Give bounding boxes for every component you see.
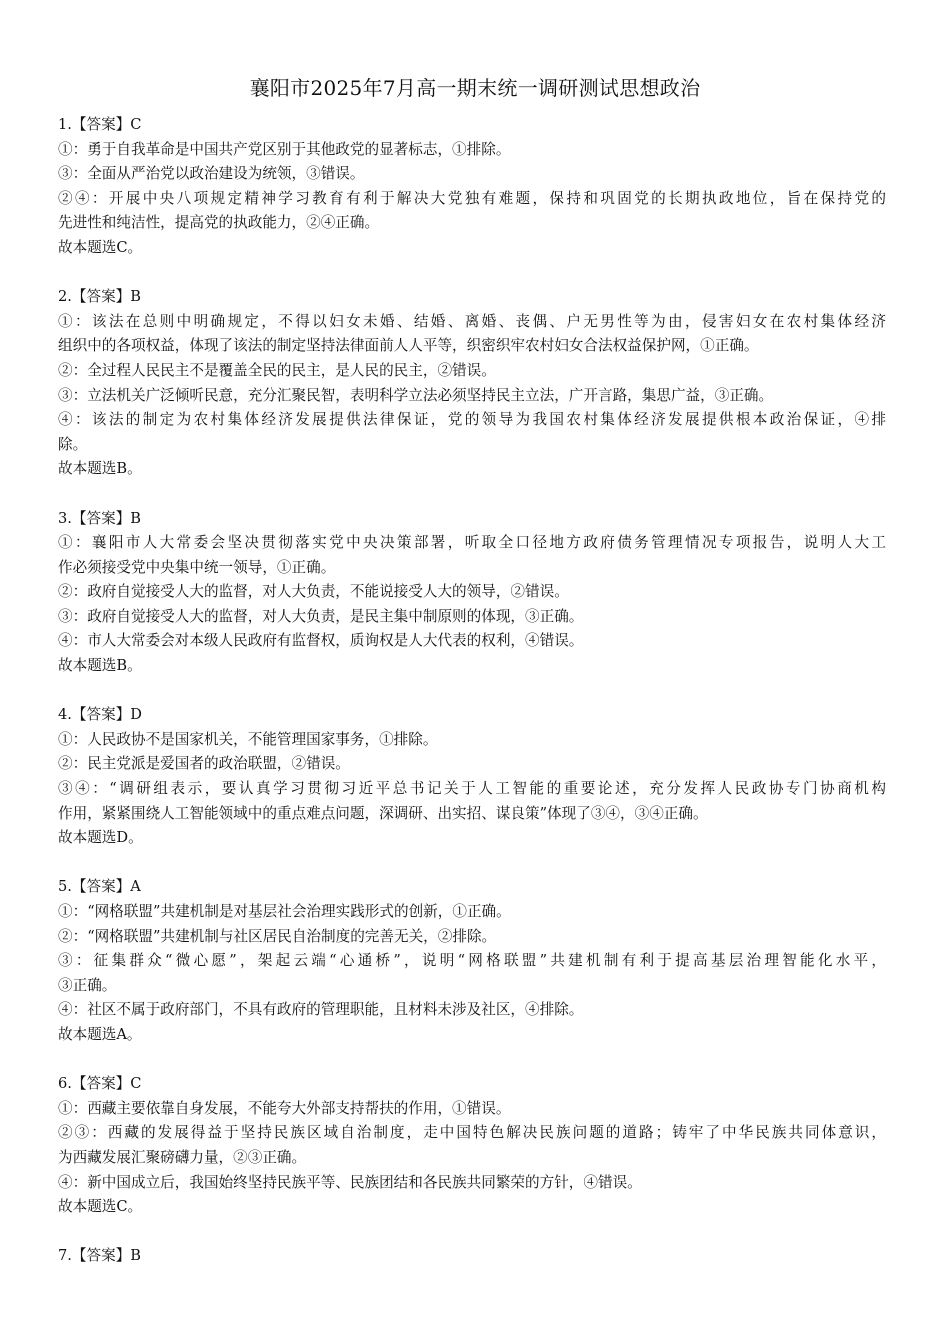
explanation-line: ②：民主党派是爱国者的政治联盟，②错误。 [58, 755, 350, 773]
explanation-line: ④：社区不属于政府部门，不具有政府的管理职能，且材料未涉及社区，④排除。 [58, 1001, 584, 1019]
explanation-line: 作用，紧紧围绕人工智能领域中的重点难点问题，深调研、出实招、谋良策”体现了③④，③④正确。 [58, 804, 708, 822]
question-answer-heading: 4.【答案】D [58, 706, 142, 724]
explanation-line: ④：市人大常委会对本级人民政府有监督权，质询权是人大代表的权利，④错误。 [58, 632, 584, 650]
question-answer-heading: 7.【答案】B [58, 1247, 142, 1265]
question-block [58, 703, 886, 851]
explanation-line: ②：全过程人民民主不是覆盖全民的民主，是人民的民主，②错误。 [58, 361, 496, 379]
question-block [58, 113, 886, 261]
explanation-line: ①：勇于自我革命是中国共产党区别于其他政党的显著标志，①排除。 [58, 140, 511, 158]
question-block [58, 1244, 886, 1269]
explanation-line: ③④：“调研组表示，要认真学习贯彻习近平总书记关于人工智能的重要论述，充分发挥人民政协专门协商机构 [58, 780, 886, 798]
question-block [58, 507, 886, 679]
explanation-line: ①：人民政协不是国家机关，不能管理国家事务，①排除。 [58, 730, 438, 748]
explanation-line: ③：全面从严治党以政治建设为统领，③错误。 [58, 165, 365, 183]
question-answer-heading: 5.【答案】A [58, 878, 141, 896]
question-block [58, 875, 886, 1047]
paragraph-gap [58, 1220, 886, 1245]
explanation-line: ③正确。 [58, 976, 117, 994]
paragraph-gap [58, 261, 886, 286]
explanation-line: 故本题选D。 [58, 829, 143, 847]
explanation-line: ②④：开展中央八项规定精神学习教育有利于解决大党独有难题，保持和巩固党的长期执政地位，旨在保持党的 [58, 189, 886, 207]
paragraph-gap [58, 679, 886, 704]
answer-content [58, 113, 886, 1269]
explanation-line: 作必须接受党中央集中统一领导，①正确。 [58, 558, 336, 576]
paragraph-gap [58, 482, 886, 507]
explanation-line: ②③：西藏的发展得益于坚持民族区域自治制度，走中国特色解决民族问题的道路；铸牢了中华民族共同体意识， [58, 1124, 886, 1142]
explanation-line: 为西藏发展汇聚磅礴力量，②③正确。 [58, 1148, 307, 1166]
explanation-line: ④：新中国成立后，我国始终坚持民族平等、民族团结和各民族共同繁荣的方针，④错误。 [58, 1173, 642, 1191]
explanation-line: 故本题选B。 [58, 657, 142, 675]
page-title: 襄阳市2025年7月高一期末统一调研测试思想政治 [249, 76, 701, 100]
explanation-line: 除。 [58, 435, 88, 453]
explanation-line: ①：该法在总则中明确规定，不得以妇女未婚、结婚、离婚、丧偶、户无男性等为由，侵害妇女在农村集体经济 [58, 312, 886, 330]
explanation-line: 故本题选A。 [58, 1025, 142, 1043]
explanation-line: ③：立法机关广泛倾听民意，充分汇聚民智，表明科学立法必须坚持民主立法，广开言路，集思广益，③正确。 [58, 386, 774, 404]
explanation-line: ①：“网格联盟”共建机制是对基层社会治理实践形式的创新，①正确。 [58, 903, 511, 920]
paragraph-gap [58, 851, 886, 876]
explanation-line: 故本题选C。 [58, 1198, 143, 1216]
explanation-line: 故本题选B。 [58, 460, 142, 478]
explanation-line: ④：该法的制定为农村集体经济发展提供法律保证，党的领导为我国农村集体经济发展提供根本政治保证，④排 [58, 411, 886, 429]
question-answer-heading: 6.【答案】C [58, 1075, 142, 1093]
explanation-line: ②：“网格联盟”共建机制与社区居民自治制度的完善无关，②排除。 [58, 927, 497, 945]
question-answer-heading: 1.【答案】C [58, 116, 142, 133]
question-block [58, 1072, 886, 1220]
explanation-line: ③：征集群众“微心愿”，架起云端“心通桥”，说明“网格联盟”共建机制有利于提高基层治理智能化水平， [58, 952, 886, 970]
explanation-line: 先进性和纯洁性，提高党的执政能力，②④正确。 [58, 214, 380, 232]
explanation-line: ①：襄阳市人大常委会坚决贯彻落实党中央决策部署，听取全口径地方政府债务管理情况专项报告，说明人大工 [58, 534, 886, 552]
explanation-line: ②：政府自觉接受人大的监督，对人大负责，不能说接受人大的领导，②错误。 [58, 583, 569, 601]
explanation-line: ③：政府自觉接受人大的监督，对人大负责，是民主集中制原则的体现，③正确。 [58, 607, 584, 625]
explanation-line: 故本题选C。 [58, 238, 143, 256]
question-answer-heading: 3.【答案】B [58, 509, 142, 527]
explanation-line: 组织中的各项权益，体现了该法的制定坚持法律面前人人平等，织密织牢农村妇女合法权益保护网，①正确。 [58, 337, 759, 355]
question-answer-heading: 2.【答案】B [58, 288, 142, 306]
explanation-line: ①：西藏主要依靠自身发展，不能夸大外部支持帮扶的作用，①错误。 [58, 1099, 511, 1117]
question-block [58, 285, 886, 482]
paragraph-gap [58, 1048, 886, 1073]
